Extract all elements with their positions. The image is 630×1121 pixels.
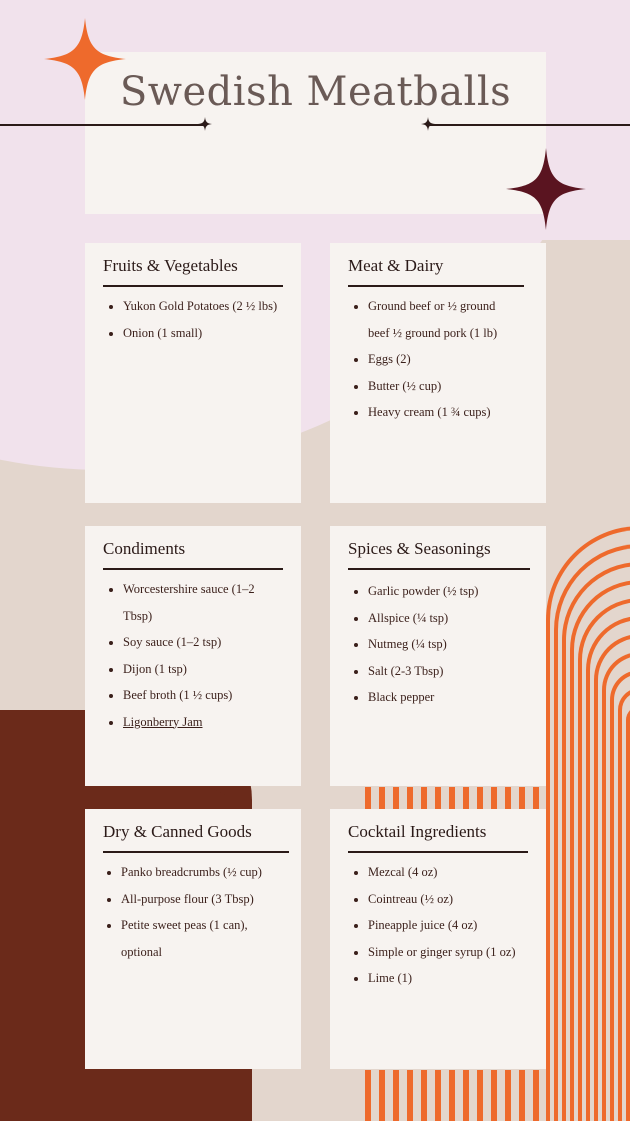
divider-line-right	[428, 124, 630, 126]
orange-arches-decoration	[546, 526, 630, 1121]
list-item: • Salt (2-3 Tbsp)	[368, 658, 528, 685]
list-item-link[interactable]: • Ligonberry Jam	[123, 709, 283, 736]
list-item: • Black pepper	[368, 684, 528, 711]
divider-line-left	[0, 124, 205, 126]
orange-stripes-decoration-bottom	[365, 1070, 546, 1121]
list-item: • Petite sweet peas (1 can), optional	[121, 912, 291, 965]
list-item: • Yukon Gold Potatoes (2 ½ lbs)	[123, 293, 283, 320]
list-item: • Allspice (¼ tsp)	[368, 605, 528, 632]
orange-sparkle-icon	[44, 18, 126, 100]
list-item: • Garlic powder (½ tsp)	[368, 578, 528, 605]
maroon-sparkle-icon	[506, 148, 586, 230]
list-item: • Simple or ginger syrup (1 oz)	[368, 939, 520, 966]
card-spices-seasonings	[330, 526, 546, 786]
list-item: • Onion (1 small)	[123, 320, 283, 347]
small-sparkle-icon-right	[421, 117, 435, 131]
card-heading: Fruits & Vegetables	[103, 256, 238, 275]
ingredient-list	[103, 293, 283, 346]
card-heading-rule	[348, 285, 524, 287]
small-sparkle-icon-left	[198, 117, 212, 131]
ingredient-list	[348, 293, 518, 426]
ingredient-list	[348, 859, 520, 992]
list-item: • Dijon (1 tsp)	[123, 656, 283, 683]
list-item: • Eggs (2)	[368, 346, 518, 373]
ingredient-list	[101, 859, 291, 965]
card-heading: Meat & Dairy	[348, 256, 444, 275]
card-meat-dairy	[330, 243, 546, 503]
list-item: • Butter (½ cup)	[368, 373, 518, 400]
orange-stripes-decoration-top	[365, 787, 546, 809]
list-item: • Worcestershire sauce (1–2 Tbsp)	[123, 576, 283, 629]
page-title: Swedish Meatballs	[119, 69, 512, 115]
card-heading: Dry & Canned Goods	[103, 822, 252, 841]
card-heading-rule	[348, 851, 528, 853]
list-item: • All-purpose flour (3 Tbsp)	[121, 886, 291, 913]
list-item: • Mezcal (4 oz)	[368, 859, 520, 886]
ingredient-list	[103, 576, 283, 735]
title-card	[85, 52, 546, 214]
list-item: • Soy sauce (1–2 tsp)	[123, 629, 283, 656]
list-item: • Lime (1)	[368, 965, 520, 992]
list-item: • Beef broth (1 ½ cups)	[123, 682, 283, 709]
card-heading-rule	[103, 851, 289, 853]
card-dry-canned-goods	[85, 809, 301, 1069]
list-item: • Panko breadcrumbs (½ cup)	[121, 859, 291, 886]
list-item: • Heavy cream (1 ¾ cups)	[368, 399, 518, 426]
list-item: • Ground beef or ½ ground beef ½ ground pork (1 lb)	[368, 293, 518, 346]
card-heading-rule	[348, 568, 530, 570]
list-item: • Pineapple juice (4 oz)	[368, 912, 520, 939]
list-item: • Cointreau (½ oz)	[368, 886, 520, 913]
card-condiments	[85, 526, 301, 786]
card-heading: Spices & Seasonings	[348, 539, 491, 558]
ingredient-list	[348, 578, 528, 711]
card-cocktail-ingredients	[330, 809, 546, 1069]
card-heading: Condiments	[103, 539, 186, 558]
card-heading-rule	[103, 285, 283, 287]
card-heading: Cocktail Ingredients	[348, 822, 487, 841]
card-fruits-vegetables	[85, 243, 301, 503]
card-heading-rule	[103, 568, 283, 570]
list-item: • Nutmeg (¼ tsp)	[368, 631, 528, 658]
